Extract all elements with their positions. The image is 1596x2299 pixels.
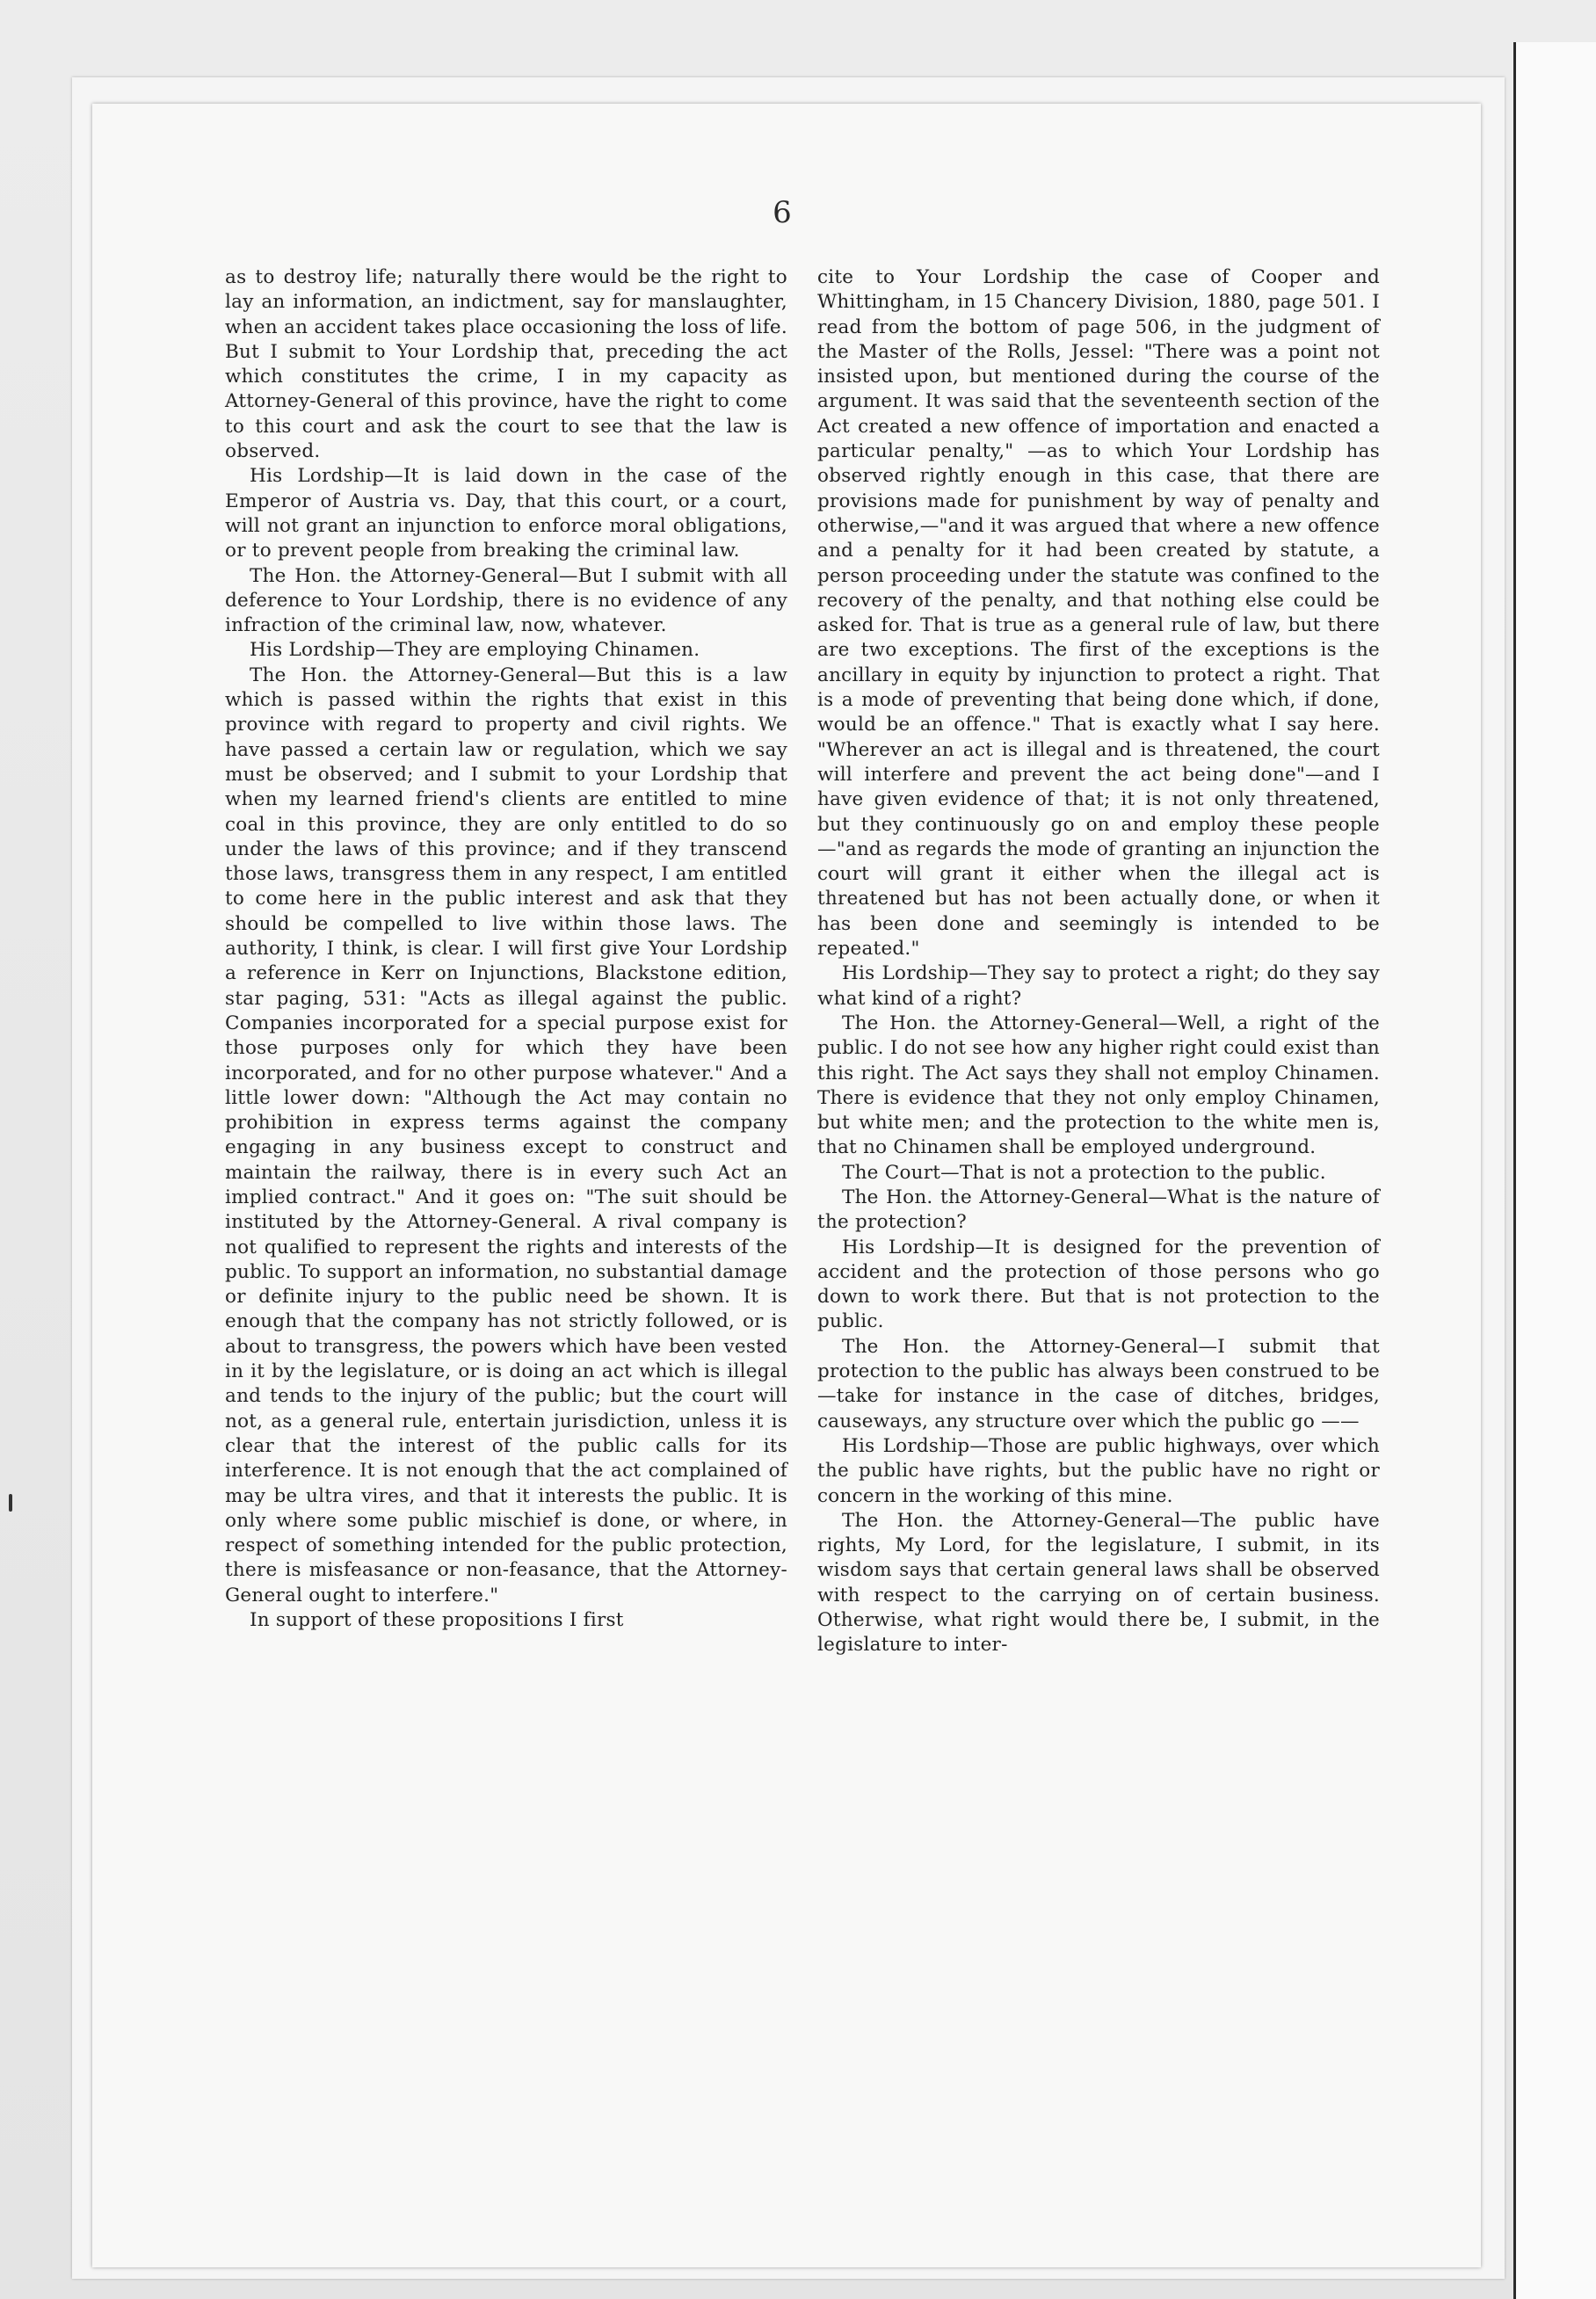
paragraph: The Hon. the Attorney-General—I submit that protection to the public has always been construed to be—take for instance in the case of ditches, bridges, causeways, any structure over which the public go —— bbox=[817, 1335, 1380, 1432]
paragraph: His Lordship—It is laid down in the case of the Emperor of Austria vs. Day, that this court, or a court, will not grant an injunction to enforce moral obligations, or to prevent people from breaking the criminal law. bbox=[225, 465, 787, 562]
right-text-column bbox=[817, 265, 1380, 1658]
adjacent-page-edge bbox=[1513, 42, 1596, 2299]
paragraph: The Hon. the Attorney-General—The public have rights, My Lord, for the legislature, I submit, in its wisdom says that certain general laws shall be observed with respect to the carrying on of certain business. Otherwise, what right would there be, I submit, in the legislature to inter- bbox=[817, 1509, 1380, 1657]
paragraph: The Hon. the Attorney-General—But I submit with all deference to Your Lordship, there is no evidence of any infraction of the criminal law, now, whatever. bbox=[225, 564, 787, 637]
paragraph: cite to Your Lordship the case of Cooper and Whittingham, in 15 Chancery Division, 1880, page 501. I read from the bottom of page 506, in the judgment of the Master of the Rolls, Jessel: "There was a point not insisted upon, but mentioned during the course of the argument. It was said that the seventeenth section of the Act created a new offence of importation and enacted a particular penalty," —as to which Your Lordship has observed rightly enough in this case, that there are provisions made for punishment by way of penalty and otherwise,—"and it was argued that where a new offence and a penalty for it had been created by statute, a person proceeding under the statute was confined to the recovery of the penalty, and that nothing else could be asked for. That is true as a general rule of law, but there are two exceptions. The first of the exceptions is the ancillary in equity by injunction to protect a right. That is a mode of preventing that being done which, if done, would be an offence." That is exactly what I say here. "Wherever an act is illegal and is threatened, the court will interfere and prevent the act being done"—and I have given evidence of that; it is not only threatened, but they continuously go on and employ these people—"and as regards the mode of granting an injunction the court will grant it either when the illegal act is threatened but has not been actually done, or when it has been done and seemingly is intended to be repeated." bbox=[817, 266, 1380, 961]
paragraph: The Hon. the Attorney-General—What is the nature of the protection? bbox=[817, 1186, 1380, 1234]
page-number: 6 bbox=[773, 195, 792, 230]
paragraph: In support of these propositions I first bbox=[250, 1609, 624, 1632]
paragraph: The Hon. the Attorney-General—But this is a law which is passed within the rights that exist in this province with regard to property and civil rights. We have passed a certain law or regulation, which we say must be observed; and I submit to your Lordship that when my learned friend's clients are entitled to mine coal in this province, they are only entitled to do so under the laws of this province; and if they transcend those laws, transgress them in any respect, I am entitled to come here in the public interest and ask that they should be compelled to live within those laws. The authority, I think, is clear. I will first give Your Lordship a reference in Kerr on Injunctions, Blackstone edition, star paging, 531: "Acts as illegal against the public. Companies incorporated for a special purpose exist for those purposes only for which they have been incorporated, and for no other purpose whatever." And a little lower down: "Although the Act may contain no prohibition in express terms against the company engaging in any business except to construct and maintain the railway, there is in every such Act an implied contract." And it goes on: "The suit should be instituted by the Attorney-General. A rival company is not qualified to represent the rights and interests of the public. To support an information, no substantial damage or definite injury to the public need be shown. It is enough that the company has not strictly followed, or is about to transgress, the powers which have been vested in it by the legislature, or is doing an act which is illegal and tends to the injury of the public; but the court will not, as a general rule, entertain jurisdiction, unless it is clear that the interest of the public calls for its interference. It is not enough that the act complained of may be ultra vires, and that it interests the public. It is only where some public mischief is done, or where, in respect of something intended for the public protection, there is misfeasance or non-feasance, that the Attorney-General ought to interfere." bbox=[225, 664, 787, 1606]
paragraph: The Hon. the Attorney-General—Well, a right of the public. I do not see how any higher right could exist than this right. The Act says they shall not employ Chinamen. There is evidence that they not only employ Chinamen, but white men; and the protection to the white men is, that no Chinamen shall be employed underground. bbox=[817, 1012, 1380, 1159]
margin-tick-mark bbox=[9, 1494, 12, 1512]
paragraph: His Lordship—They say to protect a right; do they say what kind of a right? bbox=[817, 962, 1380, 1010]
paragraph: as to destroy life; naturally there would be the right to lay an information, an indictment, say for manslaughter, when an accident takes place occasioning the loss of life. But I submit to Your Lordship that, preceding the act which constitutes the crime, I in my capacity as Attorney-General of this province, have the right to come to this court and ask the court to see that the law is observed. bbox=[225, 266, 787, 463]
paragraph: The Court—That is not a protection to the public. bbox=[842, 1161, 1326, 1184]
paragraph: His Lordship—They are employing Chinamen. bbox=[250, 639, 700, 662]
left-text-column bbox=[225, 265, 787, 1633]
paragraph: His Lordship—It is designed for the prevention of accident and the protection of those persons who go down to work there. But that is not protection to the public. bbox=[817, 1236, 1380, 1333]
paragraph: His Lordship—Those are public highways, over which the public have rights, but the public have no right or concern in the working of this mine. bbox=[817, 1434, 1380, 1507]
